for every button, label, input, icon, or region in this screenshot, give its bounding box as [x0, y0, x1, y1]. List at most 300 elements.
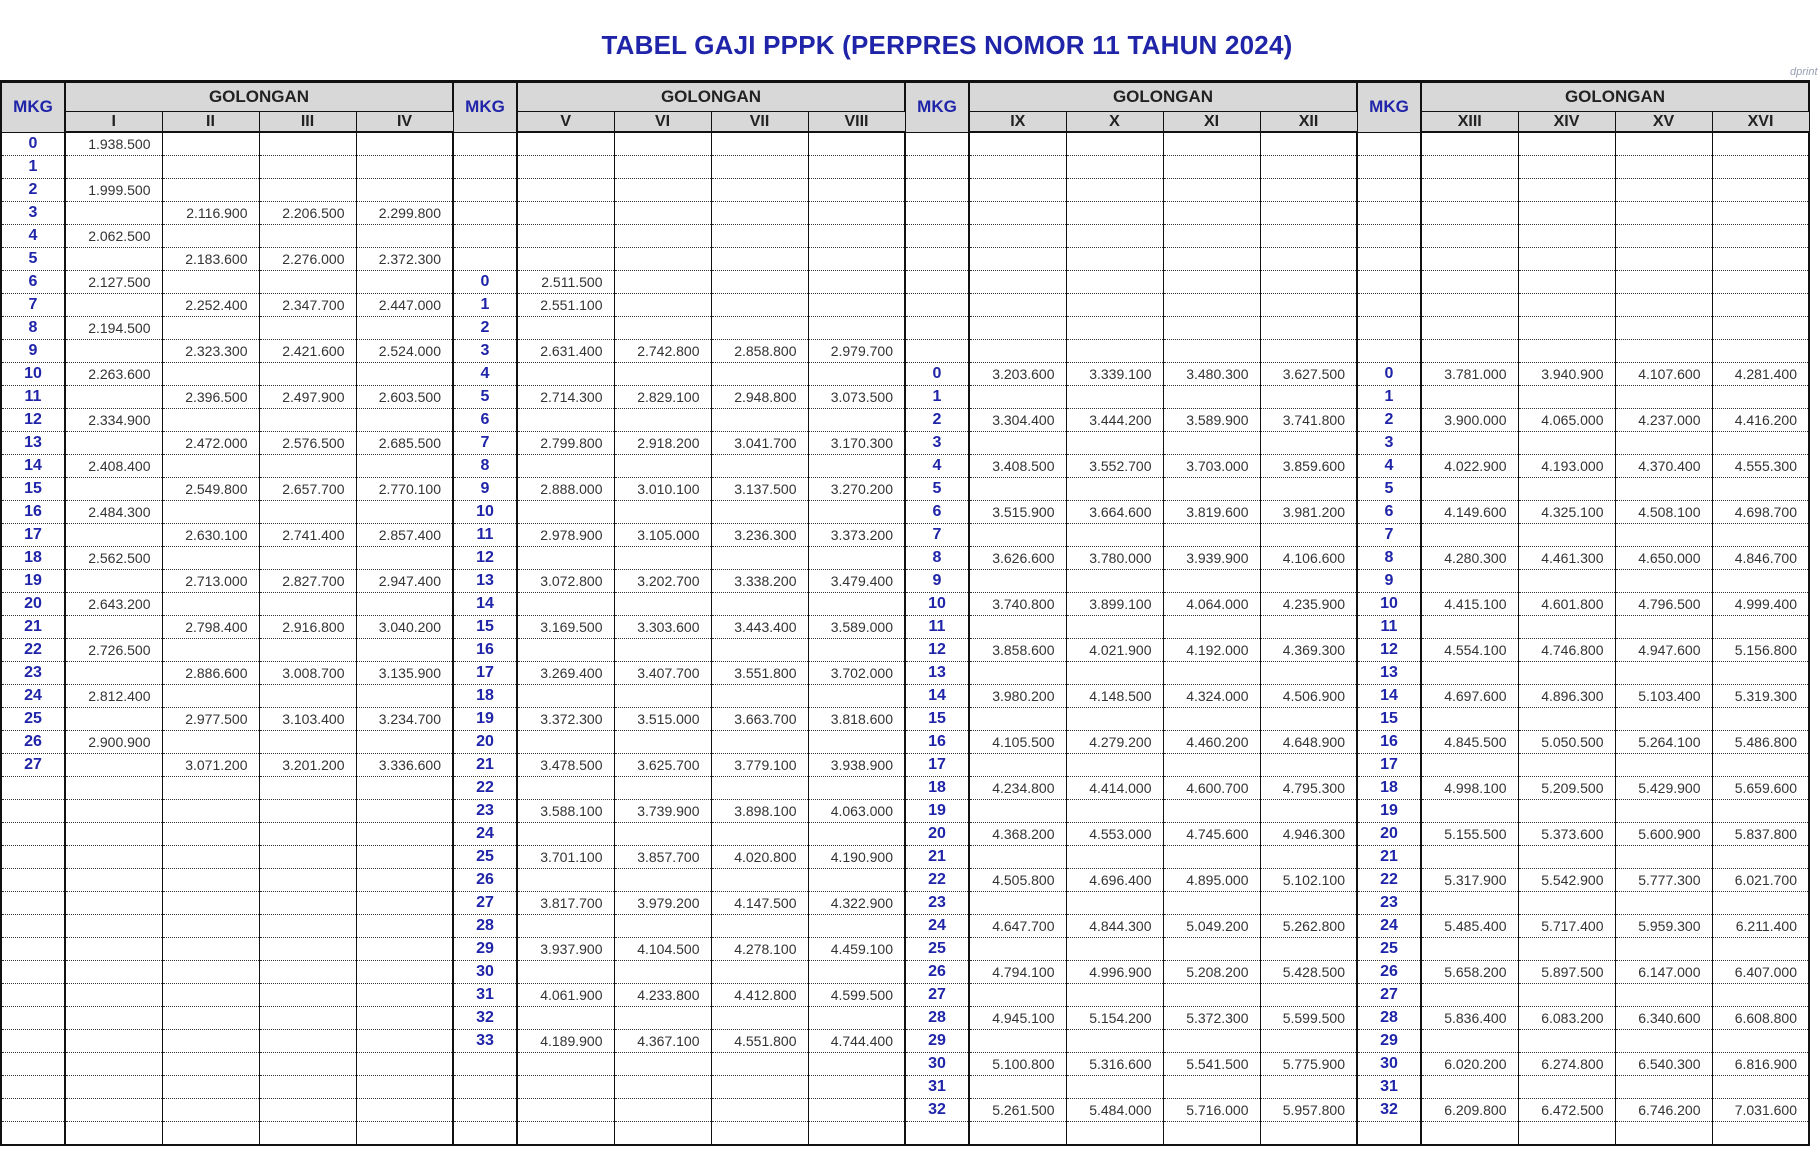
salary-cell: 6.083.200	[1518, 1007, 1615, 1030]
salary-cell	[1518, 432, 1615, 455]
mkg-cell: 13	[1, 432, 65, 455]
salary-cell	[1163, 1076, 1260, 1099]
salary-cell	[259, 1076, 356, 1099]
mkg-cell	[905, 132, 969, 156]
salary-cell	[356, 777, 453, 800]
salary-cell	[1066, 132, 1163, 156]
salary-cell: 3.663.700	[711, 708, 808, 731]
salary-cell: 2.347.700	[259, 294, 356, 317]
salary-cell	[969, 524, 1066, 547]
salary-cell	[1518, 616, 1615, 639]
salary-cell: 2.741.400	[259, 524, 356, 547]
salary-cell	[259, 501, 356, 524]
salary-cell	[162, 938, 259, 961]
table-row	[1, 1122, 1809, 1146]
salary-cell: 4.149.600	[1421, 501, 1518, 524]
salary-cell	[1615, 179, 1712, 202]
salary-cell	[1260, 984, 1357, 1007]
salary-cell	[1421, 708, 1518, 731]
table-row	[1, 892, 1809, 915]
salary-cell: 4.601.800	[1518, 593, 1615, 616]
salary-cell	[711, 915, 808, 938]
mkg-cell: 2	[905, 409, 969, 432]
mkg-cell	[453, 225, 517, 248]
salary-cell	[614, 132, 711, 156]
salary-cell	[969, 1030, 1066, 1053]
salary-cell	[614, 1099, 711, 1122]
grade-header: VI	[614, 112, 711, 133]
salary-cell	[1066, 1030, 1163, 1053]
salary-cell	[1066, 846, 1163, 869]
salary-cell: 3.979.200	[614, 892, 711, 915]
salary-cell: 3.234.700	[356, 708, 453, 731]
salary-cell: 3.202.700	[614, 570, 711, 593]
salary-cell	[65, 915, 162, 938]
salary-cell: 3.552.700	[1066, 455, 1163, 478]
mkg-cell: 22	[453, 777, 517, 800]
mkg-header: MKG	[905, 82, 969, 133]
salary-cell: 4.147.500	[711, 892, 808, 915]
mkg-cell	[1357, 271, 1421, 294]
salary-cell: 2.798.400	[162, 616, 259, 639]
salary-cell	[808, 1053, 905, 1076]
salary-cell	[65, 846, 162, 869]
mkg-cell: 13	[453, 570, 517, 593]
salary-cell	[1615, 248, 1712, 271]
salary-cell	[1712, 478, 1809, 501]
salary-cell: 2.829.100	[614, 386, 711, 409]
salary-cell	[1421, 386, 1518, 409]
salary-cell: 5.959.300	[1615, 915, 1712, 938]
salary-cell	[1066, 662, 1163, 685]
grade-header: XIV	[1518, 112, 1615, 133]
salary-cell	[1518, 662, 1615, 685]
salary-cell: 2.630.100	[162, 524, 259, 547]
salary-cell	[259, 938, 356, 961]
salary-cell	[356, 1053, 453, 1076]
salary-cell: 6.472.500	[1518, 1099, 1615, 1122]
salary-cell	[259, 593, 356, 616]
mkg-cell: 10	[1, 363, 65, 386]
salary-cell: 2.447.000	[356, 294, 453, 317]
salary-cell	[1518, 317, 1615, 340]
salary-cell	[808, 179, 905, 202]
table-row	[1, 386, 1809, 409]
salary-cell	[808, 685, 905, 708]
salary-cell: 4.192.000	[1163, 639, 1260, 662]
salary-cell: 5.261.500	[969, 1099, 1066, 1122]
salary-cell: 4.947.600	[1615, 639, 1712, 662]
salary-cell	[162, 1053, 259, 1076]
salary-cell: 3.819.600	[1163, 501, 1260, 524]
salary-cell	[1163, 892, 1260, 915]
salary-cell: 2.524.000	[356, 340, 453, 363]
salary-cell	[517, 547, 614, 570]
mkg-header: MKG	[1, 82, 65, 133]
salary-cell	[1421, 754, 1518, 777]
salary-cell: 2.334.900	[65, 409, 162, 432]
salary-cell	[259, 685, 356, 708]
salary-cell	[162, 1007, 259, 1030]
salary-cell: 4.746.800	[1518, 639, 1615, 662]
salary-cell	[1163, 432, 1260, 455]
salary-cell: 5.372.300	[1163, 1007, 1260, 1030]
salary-cell: 4.237.000	[1615, 409, 1712, 432]
salary-cell: 4.021.900	[1066, 639, 1163, 662]
salary-cell	[1260, 179, 1357, 202]
mkg-cell: 10	[905, 593, 969, 616]
salary-cell	[356, 984, 453, 1007]
salary-cell	[1066, 248, 1163, 271]
salary-cell	[1615, 754, 1712, 777]
salary-cell	[356, 363, 453, 386]
golongan-header: GOLONGAN	[1421, 82, 1809, 112]
salary-cell	[808, 271, 905, 294]
salary-cell	[162, 1099, 259, 1122]
mkg-cell: 4	[1357, 455, 1421, 478]
mkg-cell: 22	[905, 869, 969, 892]
salary-cell	[259, 363, 356, 386]
table-row	[1, 639, 1809, 662]
table-body	[1, 132, 1809, 1145]
salary-cell	[1066, 202, 1163, 225]
salary-cell	[162, 132, 259, 156]
salary-cell	[614, 547, 711, 570]
salary-cell: 2.977.500	[162, 708, 259, 731]
mkg-cell: 2	[453, 317, 517, 340]
salary-cell	[356, 547, 453, 570]
salary-cell: 3.103.400	[259, 708, 356, 731]
salary-cell	[1518, 754, 1615, 777]
salary-cell	[1163, 294, 1260, 317]
salary-cell	[1421, 432, 1518, 455]
grade-header: XVI	[1712, 112, 1809, 133]
salary-cell	[1712, 132, 1809, 156]
table-row	[1, 156, 1809, 179]
salary-cell	[614, 1122, 711, 1146]
table-row	[1, 823, 1809, 846]
mkg-cell	[1, 915, 65, 938]
salary-cell	[1066, 938, 1163, 961]
mkg-cell: 20	[1, 593, 65, 616]
mkg-cell: 5	[1357, 478, 1421, 501]
salary-cell: 5.209.500	[1518, 777, 1615, 800]
salary-cell	[1066, 386, 1163, 409]
salary-cell: 3.938.900	[808, 754, 905, 777]
salary-cell: 2.657.700	[259, 478, 356, 501]
salary-cell: 4.281.400	[1712, 363, 1809, 386]
salary-cell	[808, 202, 905, 225]
salary-cell	[65, 892, 162, 915]
salary-cell	[711, 1007, 808, 1030]
salary-cell	[1712, 754, 1809, 777]
mkg-cell	[1, 1030, 65, 1053]
salary-cell	[1066, 1122, 1163, 1146]
mkg-cell	[453, 1076, 517, 1099]
salary-cell: 5.102.100	[1260, 869, 1357, 892]
salary-cell	[517, 731, 614, 754]
salary-cell: 2.576.500	[259, 432, 356, 455]
mkg-cell: 3	[453, 340, 517, 363]
salary-cell	[711, 1099, 808, 1122]
mkg-cell: 21	[453, 754, 517, 777]
mkg-cell	[1, 869, 65, 892]
mkg-cell: 11	[905, 616, 969, 639]
salary-cell	[1615, 132, 1712, 156]
salary-cell: 5.155.500	[1421, 823, 1518, 846]
salary-cell: 4.234.800	[969, 777, 1066, 800]
salary-cell	[1421, 340, 1518, 363]
table-row	[1, 685, 1809, 708]
salary-cell	[356, 846, 453, 869]
salary-cell	[808, 593, 905, 616]
salary-cell	[162, 1076, 259, 1099]
salary-cell	[65, 156, 162, 179]
table-row	[1, 202, 1809, 225]
salary-cell	[1066, 317, 1163, 340]
salary-cell	[65, 248, 162, 271]
grade-header: XIII	[1421, 112, 1518, 133]
salary-cell: 2.206.500	[259, 202, 356, 225]
salary-cell	[1615, 340, 1712, 363]
salary-cell: 4.233.800	[614, 984, 711, 1007]
salary-cell	[1260, 524, 1357, 547]
table-row	[1, 708, 1809, 731]
salary-cell: 3.781.000	[1421, 363, 1518, 386]
salary-cell: 2.900.900	[65, 731, 162, 754]
mkg-cell: 28	[1357, 1007, 1421, 1030]
mkg-cell: 33	[453, 1030, 517, 1053]
salary-cell	[356, 271, 453, 294]
salary-cell: 3.817.700	[517, 892, 614, 915]
salary-cell	[1260, 317, 1357, 340]
mkg-cell: 20	[905, 823, 969, 846]
mkg-cell: 24	[1, 685, 65, 708]
table-row	[1, 1076, 1809, 1099]
salary-cell	[1712, 570, 1809, 593]
salary-cell	[808, 869, 905, 892]
salary-cell	[1712, 938, 1809, 961]
salary-cell	[356, 132, 453, 156]
salary-cell	[1421, 846, 1518, 869]
salary-cell: 4.279.200	[1066, 731, 1163, 754]
mkg-cell: 26	[1, 731, 65, 754]
salary-cell	[1260, 616, 1357, 639]
salary-cell	[1518, 984, 1615, 1007]
salary-cell	[517, 1053, 614, 1076]
salary-cell: 4.412.800	[711, 984, 808, 1007]
salary-cell: 4.022.900	[1421, 455, 1518, 478]
mkg-cell	[1357, 202, 1421, 225]
salary-cell: 2.062.500	[65, 225, 162, 248]
salary-cell	[65, 1122, 162, 1146]
salary-cell: 5.600.900	[1615, 823, 1712, 846]
salary-cell: 2.858.800	[711, 340, 808, 363]
salary-cell	[65, 202, 162, 225]
salary-cell	[1615, 386, 1712, 409]
salary-cell	[969, 202, 1066, 225]
salary-cell	[1615, 317, 1712, 340]
salary-cell	[65, 869, 162, 892]
salary-cell: 4.370.400	[1615, 455, 1712, 478]
mkg-cell: 17	[905, 754, 969, 777]
salary-cell	[808, 639, 905, 662]
salary-cell	[614, 501, 711, 524]
salary-cell	[1421, 317, 1518, 340]
salary-cell: 4.794.100	[969, 961, 1066, 984]
salary-cell	[356, 961, 453, 984]
salary-cell	[1712, 225, 1809, 248]
mkg-cell: 18	[905, 777, 969, 800]
mkg-cell	[1, 938, 65, 961]
salary-cell	[1615, 294, 1712, 317]
salary-cell: 6.147.000	[1615, 961, 1712, 984]
mkg-cell: 9	[1, 340, 65, 363]
golongan-header: GOLONGAN	[65, 82, 453, 112]
salary-cell	[65, 386, 162, 409]
salary-cell	[614, 777, 711, 800]
mkg-cell: 12	[1, 409, 65, 432]
salary-cell	[1421, 1030, 1518, 1053]
mkg-cell	[1357, 294, 1421, 317]
salary-cell	[1421, 248, 1518, 271]
mkg-cell	[1, 777, 65, 800]
salary-cell: 5.599.500	[1260, 1007, 1357, 1030]
salary-cell: 4.148.500	[1066, 685, 1163, 708]
salary-cell	[1712, 708, 1809, 731]
salary-cell: 3.407.700	[614, 662, 711, 685]
salary-cell	[162, 225, 259, 248]
salary-cell	[969, 294, 1066, 317]
salary-cell	[1066, 294, 1163, 317]
salary-cell	[969, 179, 1066, 202]
salary-cell	[1163, 132, 1260, 156]
salary-cell: 6.816.900	[1712, 1053, 1809, 1076]
salary-cell: 3.408.500	[969, 455, 1066, 478]
grade-header: VIII	[808, 112, 905, 133]
salary-cell	[1615, 984, 1712, 1007]
mkg-cell: 24	[1357, 915, 1421, 938]
salary-cell	[65, 1053, 162, 1076]
salary-cell: 3.041.700	[711, 432, 808, 455]
salary-cell: 2.116.900	[162, 202, 259, 225]
salary-cell	[1615, 478, 1712, 501]
salary-cell	[614, 363, 711, 386]
salary-cell: 5.049.200	[1163, 915, 1260, 938]
mkg-cell: 27	[1, 754, 65, 777]
grade-header: XI	[1163, 112, 1260, 133]
salary-cell	[969, 984, 1066, 1007]
salary-cell: 2.299.800	[356, 202, 453, 225]
salary-cell	[1163, 1030, 1260, 1053]
mkg-cell: 32	[1357, 1099, 1421, 1122]
mkg-cell: 8	[453, 455, 517, 478]
mkg-cell	[1357, 179, 1421, 202]
salary-cell	[1615, 616, 1712, 639]
salary-cell	[259, 984, 356, 1007]
salary-cell	[517, 869, 614, 892]
salary-cell	[1260, 225, 1357, 248]
salary-cell	[1260, 478, 1357, 501]
salary-cell	[162, 501, 259, 524]
salary-cell: 4.063.000	[808, 800, 905, 823]
salary-cell	[1066, 225, 1163, 248]
salary-cell	[517, 685, 614, 708]
salary-cell	[65, 823, 162, 846]
salary-cell	[162, 915, 259, 938]
table-row	[1, 1053, 1809, 1076]
salary-cell	[259, 892, 356, 915]
salary-cell	[808, 1099, 905, 1122]
salary-cell	[1260, 271, 1357, 294]
mkg-cell: 23	[1357, 892, 1421, 915]
salary-cell: 3.740.800	[969, 593, 1066, 616]
salary-cell	[1163, 1122, 1260, 1146]
salary-cell	[65, 754, 162, 777]
salary-cell	[356, 892, 453, 915]
mkg-cell: 7	[453, 432, 517, 455]
salary-cell: 4.235.900	[1260, 593, 1357, 616]
salary-cell	[614, 455, 711, 478]
salary-cell	[711, 156, 808, 179]
mkg-cell	[1, 1053, 65, 1076]
salary-cell	[517, 132, 614, 156]
mkg-header: MKG	[1357, 82, 1421, 133]
salary-cell: 3.515.000	[614, 708, 711, 731]
salary-cell: 3.899.100	[1066, 593, 1163, 616]
salary-cell	[808, 317, 905, 340]
table-row	[1, 662, 1809, 685]
salary-cell	[65, 961, 162, 984]
salary-cell: 5.897.500	[1518, 961, 1615, 984]
mkg-cell: 21	[1, 616, 65, 639]
table-row	[1, 409, 1809, 432]
table-row	[1, 432, 1809, 455]
salary-cell	[1260, 938, 1357, 961]
salary-cell	[1421, 938, 1518, 961]
salary-cell	[711, 1053, 808, 1076]
salary-cell: 3.304.400	[969, 409, 1066, 432]
salary-cell: 3.701.100	[517, 846, 614, 869]
mkg-cell: 22	[1357, 869, 1421, 892]
salary-table	[0, 80, 1810, 1146]
salary-cell: 4.020.800	[711, 846, 808, 869]
salary-cell	[1066, 708, 1163, 731]
salary-cell: 3.900.000	[1421, 409, 1518, 432]
salary-cell: 2.603.500	[356, 386, 453, 409]
salary-cell	[711, 225, 808, 248]
salary-cell	[162, 179, 259, 202]
mkg-cell	[1, 1007, 65, 1030]
salary-cell	[1066, 340, 1163, 363]
mkg-cell	[905, 202, 969, 225]
salary-cell: 4.648.900	[1260, 731, 1357, 754]
mkg-cell	[453, 1099, 517, 1122]
salary-cell	[1163, 708, 1260, 731]
mkg-cell: 22	[1, 639, 65, 662]
mkg-cell: 0	[453, 271, 517, 294]
salary-cell	[259, 225, 356, 248]
salary-cell	[1615, 432, 1712, 455]
salary-cell: 4.744.400	[808, 1030, 905, 1053]
salary-cell	[969, 570, 1066, 593]
salary-cell	[1163, 754, 1260, 777]
salary-cell	[1163, 225, 1260, 248]
salary-cell	[162, 892, 259, 915]
table-row	[1, 248, 1809, 271]
salary-cell: 3.072.800	[517, 570, 614, 593]
mkg-cell: 29	[905, 1030, 969, 1053]
